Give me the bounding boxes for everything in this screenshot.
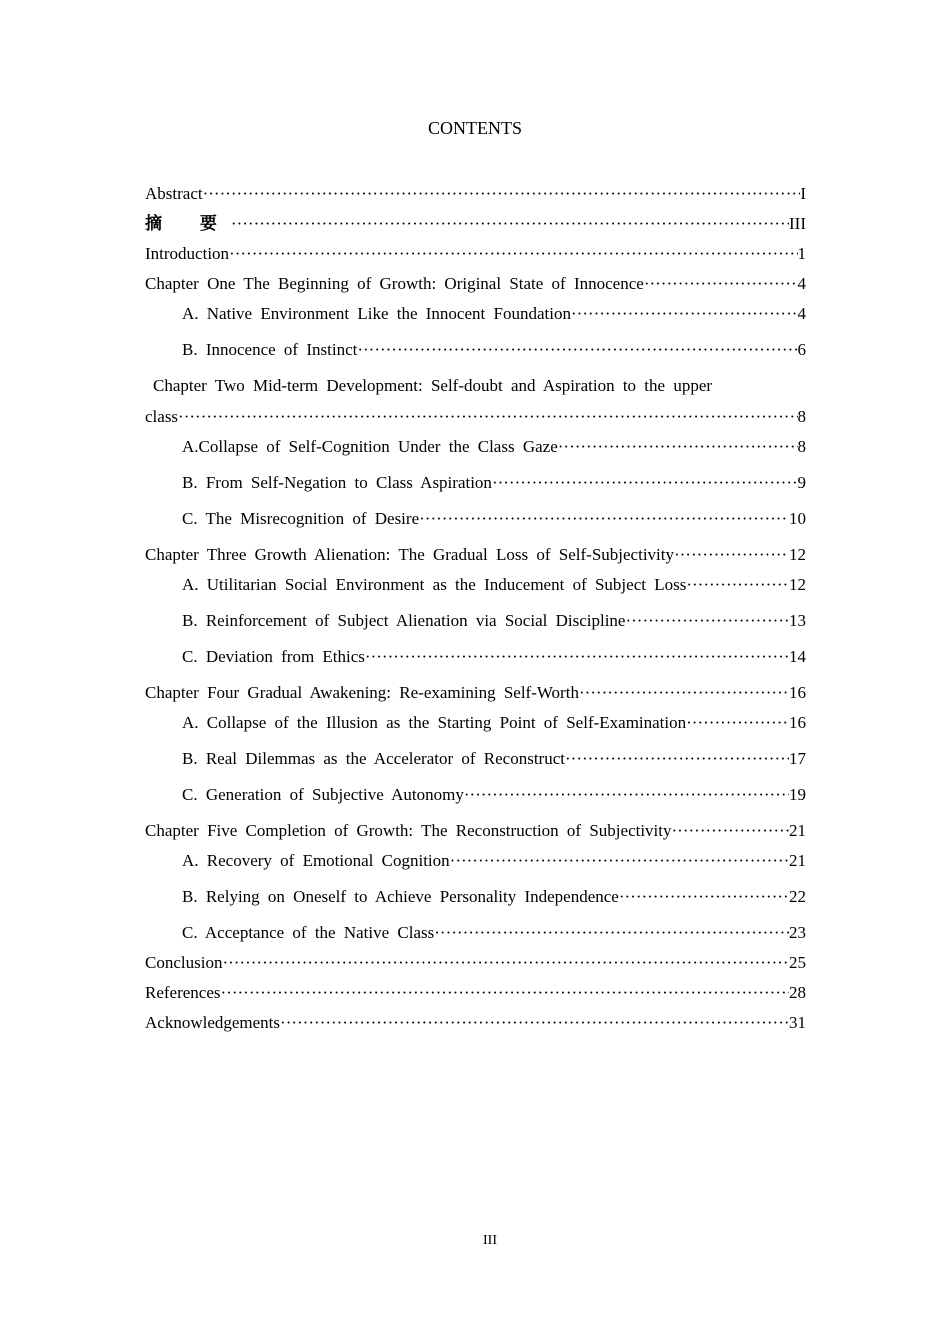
toc-entry-1b[interactable] (145, 339, 806, 361)
toc-entry-4b[interactable] (145, 748, 806, 770)
toc-entry-chapter-five[interactable] (145, 820, 806, 842)
table-of-contents (145, 183, 806, 1042)
dot-leader (625, 610, 789, 632)
dot-leader (222, 952, 789, 974)
toc-entry-page: 31 (789, 1013, 806, 1032)
toc-entry-page: 13 (789, 611, 806, 630)
toc-entry-label: B. Innocence of Instinct (182, 340, 358, 359)
toc-entry-page: 12 (789, 575, 806, 594)
toc-entry-page: 8 (797, 407, 806, 426)
toc-entry-label: C. Generation of Subjective Autonomy (182, 785, 464, 804)
dot-leader (450, 850, 789, 872)
toc-entry-label: Chapter Four Gradual Awakening: Re-examining Self-Worth (145, 683, 579, 702)
toc-entry-label: A. Utilitarian Social Environment as the Inducement of Subject Loss (182, 575, 687, 594)
toc-entry-page: 21 (789, 821, 806, 840)
toc-entry-page: I (800, 184, 806, 203)
toc-entry-label: B. Relying on Oneself to Achieve Personality Independence (182, 887, 619, 906)
toc-entry-label: Conclusion (145, 953, 223, 972)
toc-entry-chapter-four[interactable] (145, 682, 806, 704)
toc-entry-page: 9 (797, 473, 806, 492)
dot-leader (178, 406, 797, 428)
toc-entry-continuation (145, 406, 806, 428)
dot-leader (619, 886, 789, 908)
toc-entry-label: B. From Self-Negation to Class Aspiration (182, 473, 492, 492)
toc-entry-5c[interactable] (145, 922, 806, 944)
toc-entry-label: B. Real Dilemmas as the Accelerator of Reconstruct (182, 749, 565, 768)
toc-entry-page: 17 (789, 749, 806, 768)
toc-entry-label: C. Acceptance of the Native Class (182, 923, 435, 942)
toc-entry-acknowledgements[interactable] (145, 1012, 806, 1034)
footer-page-number: III (483, 1233, 497, 1248)
toc-entry-label: A. Recovery of Emotional Cognition (182, 851, 450, 870)
dot-leader (644, 273, 798, 295)
toc-entry-3c[interactable] (145, 646, 806, 668)
toc-entry-label: Chapter One The Beginning of Growth: Original State of Innocence (145, 274, 644, 293)
toc-entry-chapter-one[interactable] (145, 273, 806, 295)
toc-entry-4a[interactable] (145, 712, 806, 734)
toc-entry-label: Chapter Three Growth Alienation: The Gradual Loss of Self-Subjectivity (145, 545, 674, 564)
dot-leader (565, 748, 789, 770)
toc-entry-page: 4 (797, 304, 806, 323)
dot-leader (419, 508, 789, 530)
toc-entry-label: Introduction (145, 244, 230, 263)
toc-entry-page: 19 (789, 785, 806, 804)
toc-entry-page: 22 (789, 887, 806, 906)
toc-entry-label: 摘 要 (145, 214, 231, 234)
toc-entry-page: 6 (797, 340, 806, 359)
toc-entry-page: 12 (789, 545, 806, 564)
toc-entry-page: 25 (789, 953, 806, 972)
toc-entry-label: Acknowledgements (145, 1013, 281, 1032)
toc-entry-label: Abstract (145, 184, 203, 203)
toc-entry-page: 23 (789, 923, 806, 942)
toc-entry-label: Chapter Two Mid-term Development: Self-doubt and Aspiration to the upper (153, 376, 713, 395)
dot-leader (357, 339, 797, 361)
toc-entry-3a[interactable] (145, 574, 806, 596)
toc-entry-label: References (145, 983, 221, 1002)
toc-entry-3b[interactable] (145, 610, 806, 632)
page-title: CONTENTS (428, 118, 522, 138)
toc-entry-page: 1 (797, 244, 806, 263)
toc-entry-label: B. Reinforcement of Subject Alienation via Social Discipline (182, 611, 626, 630)
toc-entry-page: 28 (789, 983, 806, 1002)
toc-entry-2a[interactable] (145, 436, 806, 458)
toc-entry-introduction[interactable] (145, 243, 806, 265)
toc-entry-2b[interactable] (145, 472, 806, 494)
dot-leader (686, 574, 789, 596)
dot-leader (672, 820, 789, 842)
toc-entry-label: Chapter Five Completion of Growth: The Reconstruction of Subjectivity (145, 821, 672, 840)
dot-leader (686, 712, 789, 734)
toc-entry-abstract[interactable] (145, 183, 806, 205)
toc-entry-label-line1 (145, 375, 806, 397)
toc-entry-page: 10 (789, 509, 806, 528)
toc-entry-references[interactable] (145, 982, 806, 1004)
toc-entry-page: 14 (789, 647, 806, 666)
dot-leader (579, 682, 789, 704)
toc-entry-5b[interactable] (145, 886, 806, 908)
dot-leader (571, 303, 798, 325)
dot-leader (558, 436, 798, 458)
toc-entry-label: A. Collapse of the Illusion as the Starting Point of Self-Examination (182, 713, 687, 732)
toc-entry-2c[interactable] (145, 508, 806, 530)
dot-leader (231, 213, 789, 235)
toc-entry-label-line2: class (145, 407, 179, 426)
toc-entry-conclusion[interactable] (145, 952, 806, 974)
toc-entry-chapter-two[interactable] (145, 375, 806, 428)
toc-entry-label: A. Native Environment Like the Innocent Foundation (182, 304, 571, 323)
dot-leader (492, 472, 798, 494)
toc-entry-label: C. The Misrecognition of Desire (182, 509, 420, 528)
dot-leader (221, 982, 789, 1004)
toc-entry-page: 8 (797, 437, 806, 456)
toc-entry-5a[interactable] (145, 850, 806, 872)
toc-entry-page: 16 (789, 683, 806, 702)
dot-leader (365, 646, 789, 668)
dot-leader (674, 544, 789, 566)
toc-entry-label: A.Collapse of Self-Cognition Under the Class Gaze (182, 437, 558, 456)
dot-leader (229, 243, 797, 265)
toc-entry-1a[interactable] (145, 303, 806, 325)
dot-leader (203, 183, 801, 205)
toc-entry-page: III (789, 214, 806, 233)
toc-entry-4c[interactable] (145, 784, 806, 806)
toc-entry-page: 16 (789, 713, 806, 732)
toc-entry-label: C. Deviation from Ethics (182, 647, 365, 666)
dot-leader (464, 784, 789, 806)
toc-entry-chinese-abstract[interactable] (145, 213, 806, 235)
dot-leader (280, 1012, 789, 1034)
toc-entry-page: 21 (789, 851, 806, 870)
dot-leader (434, 922, 789, 944)
toc-entry-page: 4 (797, 274, 806, 293)
toc-entry-chapter-three[interactable] (145, 544, 806, 566)
